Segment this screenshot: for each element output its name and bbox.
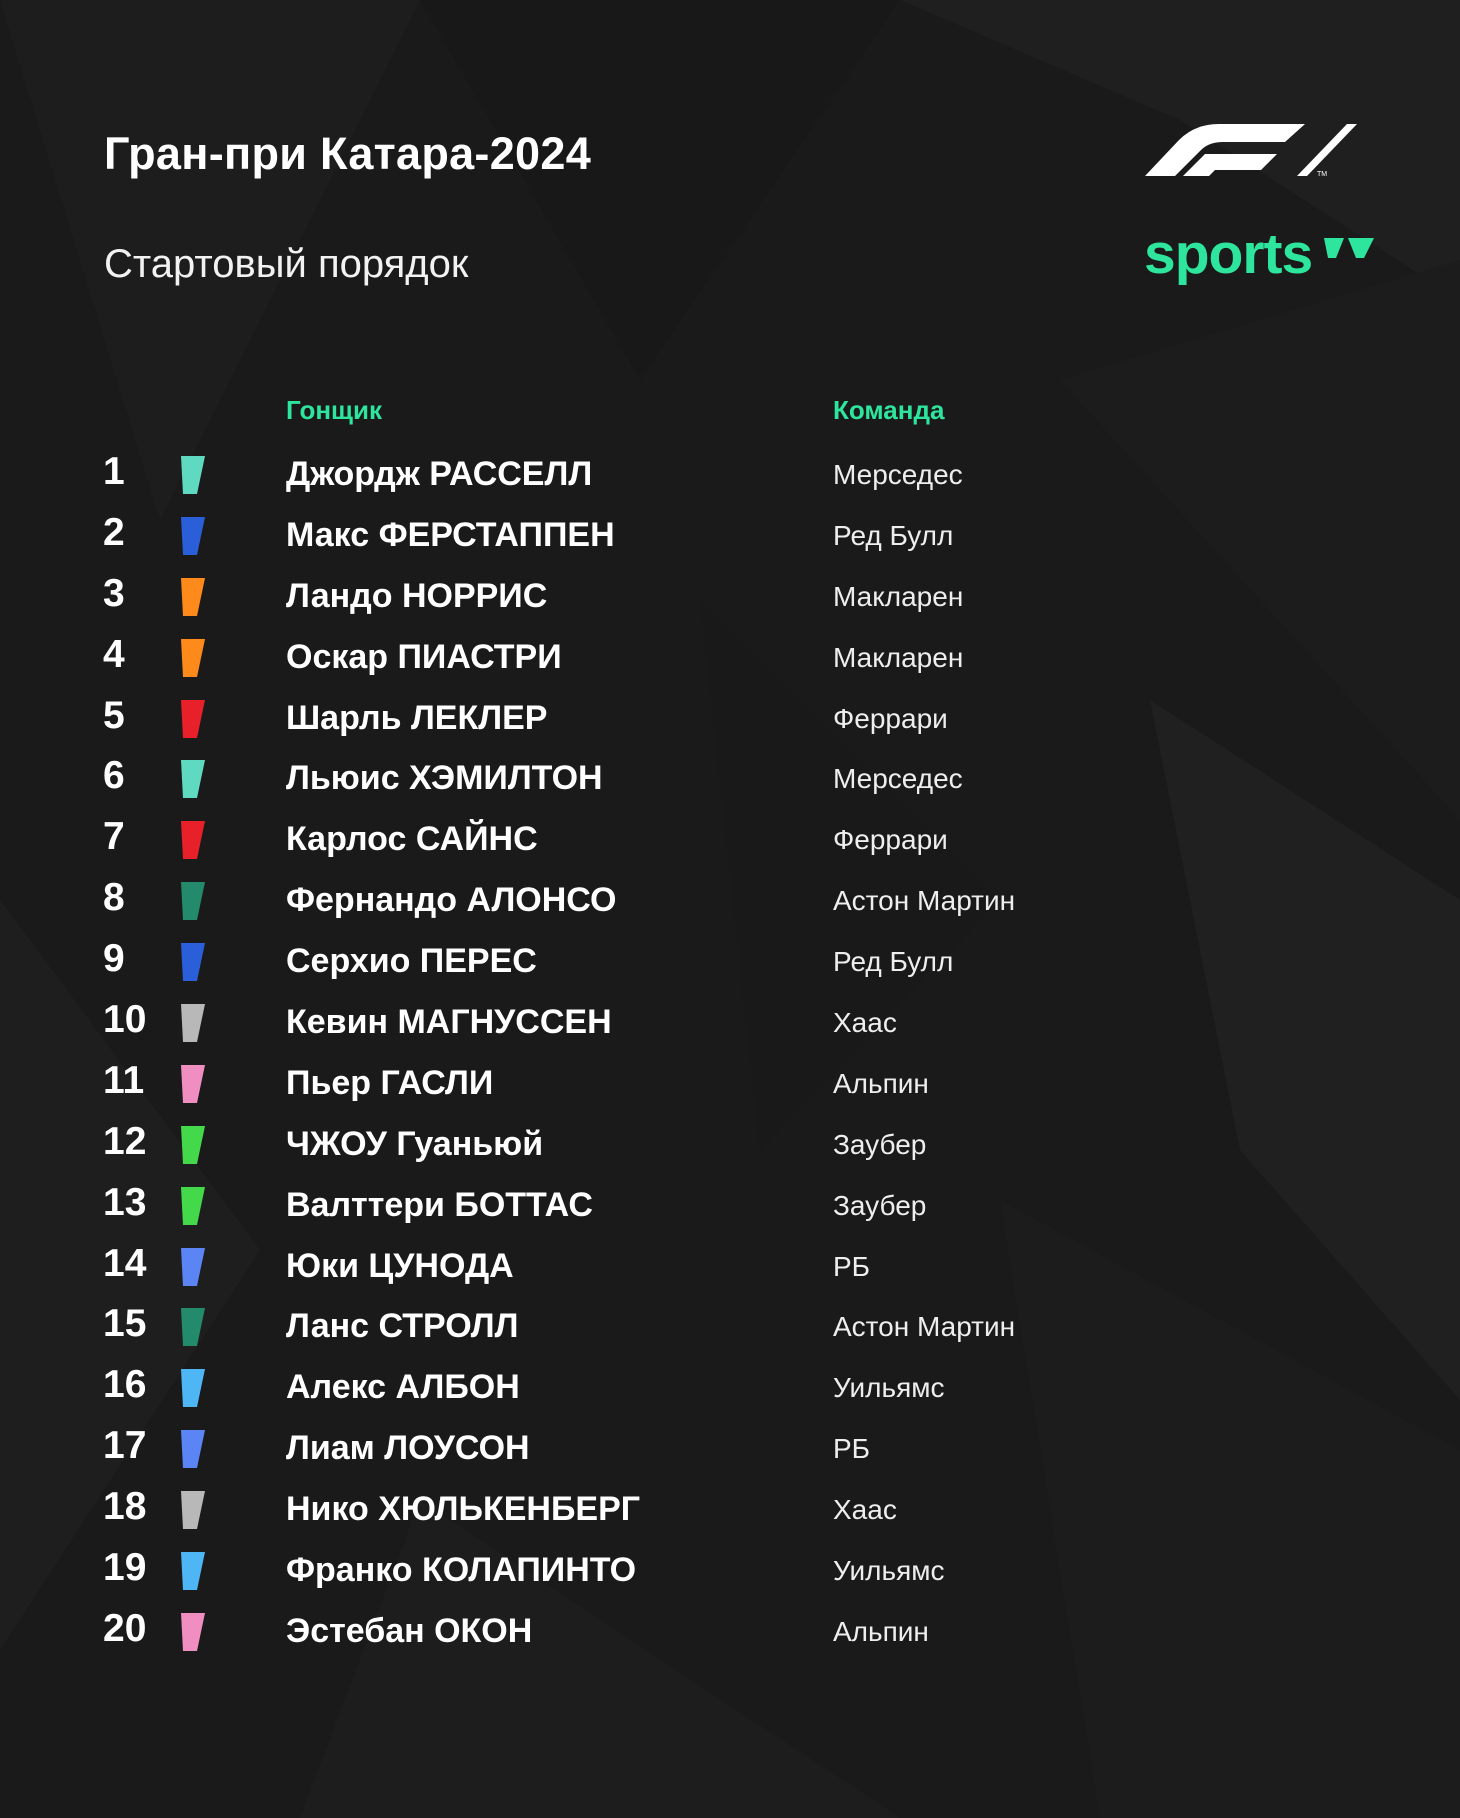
team-color-chip-icon — [177, 1552, 205, 1590]
grid-position: 5 — [103, 693, 125, 737]
driver-column-header: Гонщик — [286, 395, 382, 425]
team-color-chip-icon — [177, 578, 205, 616]
team-color-chip-icon — [177, 1613, 205, 1651]
driver-name: Ланс СТРОЛЛ — [286, 1307, 519, 1346]
team-name: Хаас — [833, 1494, 897, 1526]
team-name: Макларен — [833, 641, 964, 673]
driver-name: Оскар ПИАСТРИ — [286, 637, 562, 676]
grid-row — [0, 992, 1460, 1053]
team-color-chip-icon — [177, 943, 205, 981]
team-color-chip-icon — [177, 700, 205, 738]
driver-name: Лиам ЛОУСОН — [286, 1429, 530, 1468]
grid-position: 7 — [103, 815, 125, 859]
grid-row — [0, 627, 1460, 688]
team-color-chip-icon — [177, 1491, 205, 1529]
grid-position: 12 — [103, 1119, 147, 1163]
driver-name: Нико ХЮЛЬКЕНБЕРГ — [286, 1490, 641, 1529]
team-color-chip-icon — [177, 1430, 205, 1468]
grid-position: 2 — [103, 510, 125, 554]
driver-name: Фернандо АЛОНСО — [286, 881, 617, 920]
grid-position: 17 — [103, 1424, 147, 1468]
grid-position: 9 — [103, 937, 125, 981]
grid-position: 6 — [103, 754, 125, 798]
team-color-chip-icon — [177, 1308, 205, 1346]
driver-name: Кевин МАГНУССЕН — [286, 1003, 612, 1042]
driver-name: Льюис ХЭМИЛТОН — [286, 759, 603, 798]
driver-name: Валттери БОТТАС — [286, 1185, 593, 1224]
driver-name: Карлос САЙНС — [286, 820, 538, 859]
grid-row — [0, 748, 1460, 809]
grid-position: 4 — [103, 632, 125, 676]
grid-position: 3 — [103, 571, 125, 615]
grid-row — [0, 505, 1460, 566]
driver-name: Франко КОЛАПИНТО — [286, 1551, 637, 1590]
grid-position: 19 — [103, 1546, 147, 1590]
grid-row — [0, 1418, 1460, 1479]
grid-row — [0, 444, 1460, 505]
team-color-chip-icon — [177, 639, 205, 677]
driver-name: Пьер ГАСЛИ — [286, 1063, 494, 1102]
team-color-chip-icon — [177, 882, 205, 920]
team-color-chip-icon — [177, 1004, 205, 1042]
grid-position: 10 — [103, 998, 147, 1042]
grid-position: 15 — [103, 1302, 147, 1346]
driver-name: Макс ФЕРСТАППЕН — [286, 515, 615, 554]
grid-row — [0, 1601, 1460, 1662]
team-color-chip-icon — [177, 760, 205, 798]
driver-name: Эстебан ОКОН — [286, 1611, 533, 1650]
starting-grid-list — [0, 444, 1460, 1662]
svg-text:TM: TM — [1317, 171, 1328, 178]
team-color-chip-icon — [177, 1126, 205, 1164]
team-name: Феррари — [833, 824, 948, 856]
team-color-chip-icon — [177, 456, 205, 494]
grid-position: 16 — [103, 1363, 147, 1407]
team-color-chip-icon — [177, 1248, 205, 1286]
team-color-chip-icon — [177, 1369, 205, 1407]
grid-row — [0, 1296, 1460, 1357]
page-subtitle: Стартовый порядок — [104, 242, 469, 286]
team-name: Астон Мартин — [833, 1311, 1016, 1343]
team-name: Астон Мартин — [833, 885, 1016, 917]
grid-position: 11 — [103, 1058, 145, 1102]
team-color-chip-icon — [177, 821, 205, 859]
grid-row — [0, 1236, 1460, 1297]
driver-name: Серхио ПЕРЕС — [286, 942, 537, 981]
grid-position: 13 — [103, 1180, 147, 1224]
grid-position: 20 — [103, 1606, 147, 1650]
team-name: Мерседес — [833, 763, 963, 795]
team-color-chip-icon — [177, 1065, 205, 1103]
driver-name: Шарль ЛЕКЛЕР — [286, 698, 548, 737]
team-name: Альпин — [833, 1615, 929, 1647]
driver-name: Юки ЦУНОДА — [286, 1246, 514, 1285]
grid-row — [0, 870, 1460, 931]
team-column-header: Команда — [833, 395, 945, 425]
team-name: Феррари — [833, 702, 948, 734]
grid-position: 8 — [103, 876, 125, 920]
team-name: Ред Булл — [833, 946, 954, 978]
driver-name: Алекс АЛБОН — [286, 1368, 520, 1407]
grid-row — [0, 931, 1460, 992]
team-color-chip-icon — [177, 1187, 205, 1225]
team-name: РБ — [833, 1433, 871, 1465]
sports-mark-icon — [1320, 236, 1374, 260]
driver-name: Джордж РАССЕЛЛ — [286, 455, 593, 493]
team-name: Ред Булл — [833, 519, 954, 551]
team-name: Уильямс — [833, 1555, 945, 1587]
team-color-chip-icon — [177, 517, 205, 555]
grid-row — [0, 809, 1460, 870]
team-name: Мерседес — [833, 459, 963, 490]
page-title: Гран-при Катара-2024 — [104, 128, 592, 179]
grid-row — [0, 566, 1460, 627]
team-name: Уильямс — [833, 1372, 945, 1404]
grid-row — [0, 1114, 1460, 1175]
team-name: РБ — [833, 1250, 871, 1282]
grid-row — [0, 688, 1460, 749]
team-name: Заубер — [833, 1128, 927, 1160]
grid-row — [0, 1175, 1460, 1236]
grid-position: 14 — [103, 1241, 147, 1285]
grid-row — [0, 1357, 1460, 1418]
grid-position: 1 — [103, 450, 125, 493]
driver-name: Ландо НОРРИС — [286, 576, 548, 615]
sports-logo: sports — [1144, 222, 1313, 286]
grid-row — [0, 1540, 1460, 1601]
team-name: Макларен — [833, 580, 964, 612]
team-name: Альпин — [833, 1067, 929, 1099]
f1-logo-icon — [1145, 120, 1357, 178]
grid-row — [0, 1053, 1460, 1114]
grid-position: 18 — [103, 1485, 147, 1529]
grid-row — [0, 1479, 1460, 1540]
team-name: Заубер — [833, 1189, 927, 1221]
driver-name: ЧЖОУ Гуаньюй — [286, 1124, 544, 1163]
team-name: Хаас — [833, 1007, 897, 1039]
